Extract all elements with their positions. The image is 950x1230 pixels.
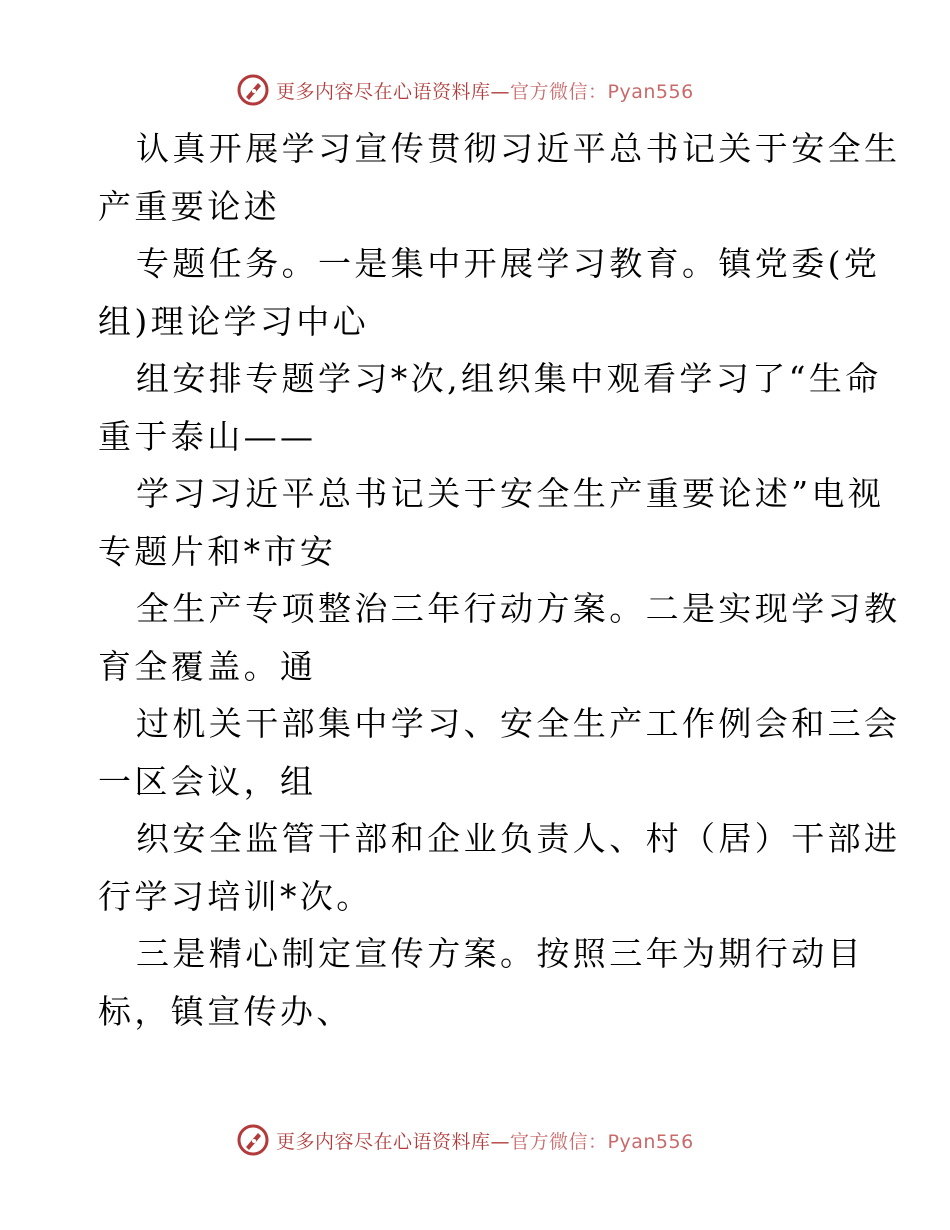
- paragraph-line: 组安排专题学习*次,组织集中观看学习了“生命: [136, 359, 882, 398]
- pen-nib-logo-icon: [236, 1123, 270, 1157]
- paragraph-line: 标，镇宣传办、: [98, 991, 353, 1031]
- paragraph-line: 三是精心制定宣传方案。按照三年为期行动目: [136, 934, 864, 973]
- watermark-separator: —: [490, 80, 511, 103]
- watermark-separator: —: [490, 1130, 511, 1153]
- paragraph-line: 组)理论学习中心: [98, 301, 370, 341]
- paragraph-line: 认真开展学习宣传贯彻习近平总书记关于安全生: [136, 129, 901, 168]
- watermark-site-text: 更多内容尽在心语资料库: [276, 80, 491, 103]
- document-body: [98, 120, 901, 1040]
- footer-watermark: [236, 1122, 694, 1158]
- paragraph-line: 过机关干部集中学习、安全生产工作例会和三会: [136, 704, 901, 743]
- paragraph-line: 产重要论述: [98, 186, 280, 226]
- pen-nib-logo-icon: [236, 73, 270, 107]
- paragraph-line: 育全覆盖。通: [98, 646, 317, 686]
- watermark-text: [276, 1127, 694, 1154]
- watermark-contact: 官方微信：Pyan556: [510, 80, 694, 103]
- paragraph-line: 全生产专项整治三年行动方案。二是实现学习教: [136, 589, 901, 628]
- watermark-text: [276, 77, 694, 104]
- paragraph-line: 专题片和*市安: [98, 531, 337, 571]
- paragraph-line: 织安全监管干部和企业负责人、村（居）干部进: [136, 819, 901, 858]
- header-watermark: [236, 72, 694, 108]
- watermark-contact: 官方微信：Pyan556: [510, 1130, 694, 1153]
- paragraph-line: 重于泰山——: [98, 416, 317, 456]
- watermark-site-text: 更多内容尽在心语资料库: [276, 1130, 491, 1153]
- paragraph-line: 一区会议，组: [98, 761, 317, 801]
- paragraph-line: 学习习近平总书记关于安全生产重要论述”电视: [136, 474, 885, 513]
- paragraph-line: 专题任务。一是集中开展学习教育。镇党委(党: [136, 244, 881, 283]
- paragraph-line: 行学习培训*次。: [98, 876, 373, 916]
